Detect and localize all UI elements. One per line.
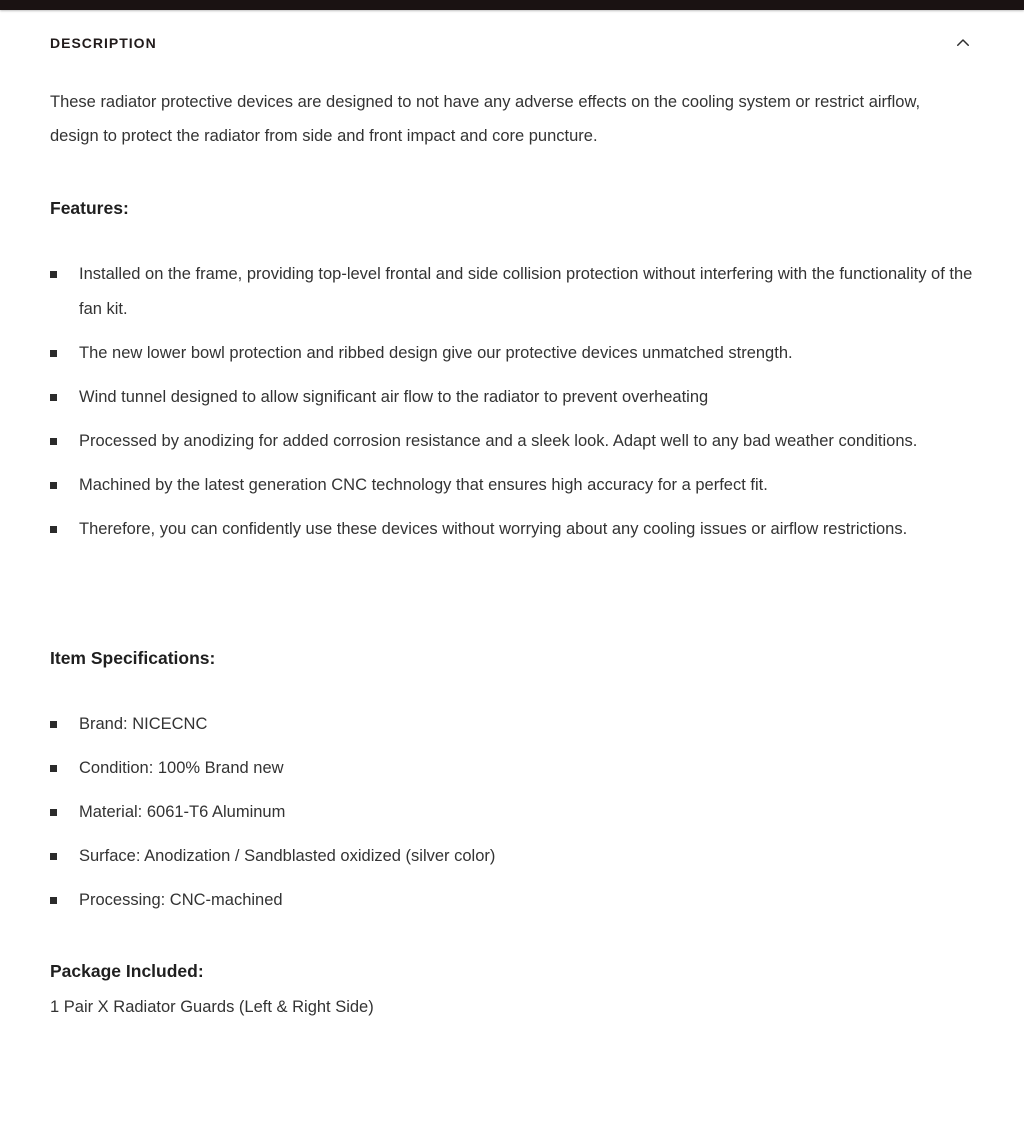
feature-text: Processed by anodizing for added corrosion resistance and a sleek look. Adapt well to any bad weather conditions.	[79, 432, 918, 450]
list-item	[50, 424, 974, 459]
description-intro-paragraph: These radiator protective devices are designed to not have any adverse effects on the cooling system or restrict airflow, design to protect the radiator from side and front impact and core puncture.	[50, 93, 921, 145]
spec-text: Surface: Anodization / Sandblasted oxidized (silver color)	[79, 847, 496, 865]
square-bullet-icon	[50, 482, 57, 489]
spec-text: Material: 6061-T6 Aluminum	[79, 803, 286, 821]
features-heading: Features:	[50, 198, 129, 218]
list-item	[50, 336, 974, 371]
square-bullet-icon	[50, 350, 57, 357]
square-bullet-icon	[50, 765, 57, 772]
chevron-up-icon	[954, 34, 972, 52]
top-divider-bar	[0, 0, 1024, 10]
list-item	[50, 707, 974, 742]
spec-text: Condition: 100% Brand new	[79, 759, 284, 777]
square-bullet-icon	[50, 809, 57, 816]
square-bullet-icon	[50, 721, 57, 728]
list-item	[50, 751, 974, 786]
list-item	[50, 839, 974, 874]
description-accordion-header[interactable]	[50, 32, 974, 54]
list-item	[50, 883, 974, 918]
square-bullet-icon	[50, 897, 57, 904]
list-item	[50, 795, 974, 830]
specifications-list	[50, 707, 974, 918]
spec-text: Processing: CNC-machined	[79, 891, 283, 909]
list-item	[50, 380, 974, 415]
feature-text: Wind tunnel designed to allow significant air flow to the radiator to prevent overheating	[79, 388, 709, 406]
spec-text: Brand: NICECNC	[79, 715, 208, 733]
square-bullet-icon	[50, 526, 57, 533]
package-included-heading: Package Included:	[50, 961, 204, 981]
package-contents-text: 1 Pair X Radiator Guards (Left & Right Side)	[50, 998, 374, 1016]
description-section-title: DESCRIPTION	[50, 35, 157, 51]
square-bullet-icon	[50, 271, 57, 278]
description-section	[0, 32, 1024, 1024]
feature-text: Installed on the frame, providing top-level frontal and side collision protection without interfering with the functionality of the fan kit.	[79, 265, 973, 318]
square-bullet-icon	[50, 394, 57, 401]
collapse-section-button[interactable]	[952, 32, 974, 54]
features-list	[50, 257, 974, 547]
square-bullet-icon	[50, 438, 57, 445]
item-specifications-heading: Item Specifications:	[50, 648, 216, 668]
square-bullet-icon	[50, 853, 57, 860]
feature-text: Therefore, you can confidently use these devices without worrying about any cooling issues or airflow restrictions.	[79, 520, 908, 538]
feature-text: Machined by the latest generation CNC technology that ensures high accuracy for a perfect fit.	[79, 476, 768, 494]
feature-text: The new lower bowl protection and ribbed design give our protective devices unmatched strength.	[79, 344, 793, 362]
list-item	[50, 512, 974, 547]
list-item	[50, 468, 974, 503]
list-item	[50, 257, 974, 327]
